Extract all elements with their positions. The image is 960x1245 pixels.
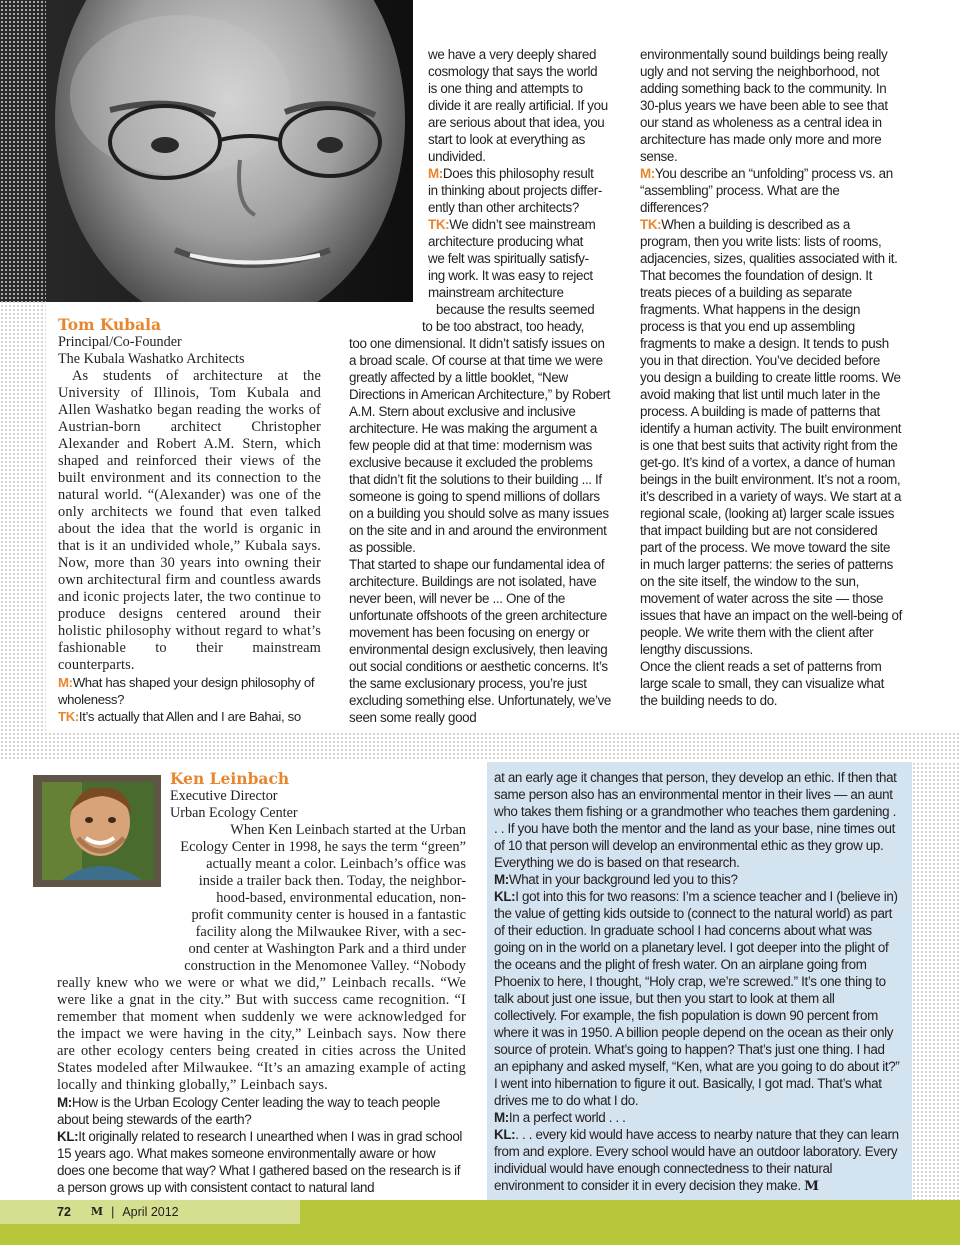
issue-date: April 2012 (122, 1205, 179, 1219)
dotted-margin-right (912, 762, 960, 1202)
text-line: hood-based, environmental education, non- (216, 890, 466, 906)
text-line: undivided. (428, 149, 486, 164)
answer-continuation: Once the client reads a set of patterns from large scale to small, they can visualize what the building needs to do. (640, 659, 885, 708)
question-paragraph (57, 1094, 466, 1128)
question-tag: M: (640, 166, 655, 181)
text-line: When Ken Leinbach started at the Urban (230, 822, 466, 838)
text-line: cosmology that says the world (428, 64, 598, 79)
question-text: What in your background led you to this? (508, 872, 738, 887)
question-tag: M: (57, 1095, 72, 1110)
answer-continuation: too one dimensional. It didn’t satisfy issues on a broad scale. Of course at that time we were greatly affected by a little booklet, “New Directions in American Architecture,” by Robert A.M. Stern about exclusive and inclusive architecture. He was making the argument a few people did at that time: modernism was exclusive because it excluded the problems that didn’t fit the solutions to their building ... If someone is going to spend millions of dollars on a building you should solve as many issues on the site and in and around the environment as possible. (349, 336, 611, 555)
question-text: What has shaped your design philosophy of wholeness? (58, 675, 315, 707)
tom-kubala-photo-icon (0, 0, 413, 302)
text-line: profit community center is housed in a fantastic (191, 907, 466, 923)
text-line: inside a trailer back then. Today, the neighbor- (198, 873, 466, 889)
folio-separator: | (111, 1205, 115, 1219)
question-tag: M: (428, 166, 443, 181)
intro-continuation: really knew who we were or what we did,” Leinbach recalls. “We were like a gnat in the city.” But with success came recognition. “I remember that moment when suddenly we were acknowledged for the impact we were having in the city,” Leinbach says. Now there are other ecology centers being created in cities across the United States modeled after Milwaukee. “It’s an amazing example of acting locally and thinking globally,” Leinbach says. (57, 975, 466, 1093)
answer-text: It originally related to research I unearthed when I was in grad school 15 years ago. What makes someone environmentally aware or how does one become that way? What I gathered based on the research is if a person grows up with consistent contact to natural land (57, 1129, 463, 1195)
answer-tag: TK: (640, 217, 662, 232)
ken-leinbach-photo-icon (42, 782, 154, 880)
question-text: In a perfect world . . . (508, 1110, 626, 1125)
text-line: because the results seemed (436, 302, 595, 317)
question-paragraph (494, 871, 900, 888)
column-3 (640, 46, 902, 709)
column-2-lower (349, 335, 613, 726)
intro-lines-wrapped (170, 822, 466, 975)
text-line: actually meant a color. Leinbach’s office was (206, 856, 466, 872)
portrait-photo-tom-kubala (0, 0, 413, 302)
profile-tom-kubala (58, 316, 321, 725)
answer-tag: KL: (494, 1127, 516, 1142)
dotted-separator (0, 732, 960, 760)
answer-text: We didn’t see mainstream (449, 217, 596, 232)
text-line: ently than other architects? (428, 200, 579, 215)
answer-continuation-2: That started to shape our fundamental idea of architecture. Buildings are not isolated, have never been, will never be ... One of the unfortunate offshoots of the green architecture movement has been focusing on energy or environmental design exclusively, then leaving out social conditions or aesthetic concerns. It’s the same exclusionary process, you’re just excluding something else. Unfortunately, we’ve seen some really good (349, 557, 612, 725)
answer-text: . . . every kid would have access to nearby nature that they can learn from and explore. Every school would have an outdoor laboratory. Every individual would have enough connectedness to their natural environment to consider it in every decision they make. (494, 1127, 899, 1193)
folio (57, 1203, 179, 1221)
question-text: Does this philosophy result (442, 166, 594, 181)
text-line: mainstream architecture (428, 285, 564, 300)
question-paragraph (494, 1109, 900, 1126)
answer-continuation: at an early age it changes that person, they develop an ethic. If then that same person also has an environmental mentor in their lives — an aunt who takes them fishing or a grandmother who teaches them gardening . . . If you have both the mentor and the land as your base, nine times out of 10 that person will develop an environmental ethic as they grow up. Everything we do is based on that research. (494, 770, 897, 870)
profile-role: Executive Director (170, 788, 278, 804)
profile-organization: Urban Ecology Center (170, 805, 298, 821)
question-tag: M: (58, 675, 73, 690)
answer-tag: KL: (494, 889, 516, 904)
profile-role: Principal/Co-Founder (58, 334, 182, 350)
text-line: is one thing and attempts to (428, 81, 583, 96)
text-line: are serious about that idea, you (428, 115, 605, 130)
question-text: How is the Urban Ecology Center leading the way to teach people about being stewards of the earth? (57, 1095, 440, 1127)
magazine-logo-icon: M (90, 1205, 104, 1218)
intro-paragraph: As students of architecture at the University of Illinois, Tom Kubala and Allen Washatko began reading the works of Austrian-born architect Christopher Alexander and Robert A.M. Stern, which shaped and reinforced their views of the built environment and its connection to the natural world. “(Alexander) was one of the only architects we found that even talked about the idea that the world is organic in that is it an undivided whole,” Kubala says. Now, more than 30 years into owning their own architectural firm and countless awards and iconic projects later, the two continue to produce designs centered around their holistic philosophy without regard to what’s fashionable to their mainstream counterparts. (58, 368, 321, 673)
answer-paragraph (494, 1126, 900, 1195)
answer-paragraph (57, 1128, 466, 1196)
text-line: in thinking about projects differ- (428, 183, 602, 198)
text-line: facility along the Milwaukee River, with a sec- (195, 924, 466, 940)
answer-tag: TK: (58, 709, 79, 724)
profile-organization: The Kubala Washatko Architects (58, 351, 245, 367)
column-2-top (422, 46, 614, 335)
text-line (428, 216, 614, 233)
question-paragraph (640, 165, 902, 216)
answer-text: I got into this for two reasons: I’m a science teacher and I (believe in) the value of getting kids outside to (connect to the natural world) as part of their eduction. In graduate school I had concerns about what was going on in the world on a planetary level. I got deeper into the plight of the oceans and the plight of fresh water. On an airplane going from Phoenix to here, I thought, “Holy crap, we’re screwed.” It’s one thing to talk about just one issue, but then you start to look at them all collectively. For example, the fish population is down 90 percent from where it was in 1950. A billion people depend on the ocean as their only source of protein. What’s going to happen? That’s just one thing. I had an epiphany and asked myself, “Ken, what are you going to do about it?” I went into hibernation to figure it out. Basically, I got mad. That’s what drives me to do what I do. (494, 889, 900, 1108)
text-line: construction in the Menomonee Valley. “Nobody (184, 958, 466, 974)
text-line (428, 165, 614, 182)
text-line: divide it are really artificial. If you (428, 98, 608, 113)
answer-continuation: environmentally sound buildings being really ugly and not serving the neighborhood, not adding something back to the community. In 30-plus years we have been able to see that our stand as wholeness as a central idea in architecture has made only more and more sense. (640, 47, 888, 164)
profile-ken-leinbach-header (170, 770, 470, 822)
end-mark-icon: M (804, 1178, 819, 1194)
dotted-margin-left (0, 0, 46, 760)
answer-text: It’s actually that Allen and I are Bahai, so (78, 709, 301, 724)
answer-paragraph (640, 216, 902, 658)
question-paragraph (58, 674, 321, 708)
portrait-photo-ken-leinbach (42, 782, 154, 880)
text-line: start to look at everything as (428, 132, 585, 147)
answer-tag: TK: (428, 217, 450, 232)
profile-ken-leinbach-body (57, 975, 466, 1196)
question-tag: M: (494, 1110, 509, 1125)
question-text: You describe an “unfolding” process vs. an “assembling” process. What are the differences? (640, 166, 893, 215)
text-line: architecture producing what (428, 234, 584, 249)
profile-name: Ken Leinbach (170, 769, 290, 788)
answer-paragraph (58, 708, 321, 725)
blue-panel-text (494, 769, 900, 1195)
text-line: we felt was spiritually satisfy- (428, 251, 589, 266)
text-line: Ecology Center in 1998, he says the term “green” (180, 839, 466, 855)
text-line: ing work. It was easy to reject (428, 268, 593, 283)
answer-paragraph (494, 888, 900, 1109)
page-number: 72 (57, 1205, 71, 1219)
answer-text: When a building is described as a program, then you write lists: lists of rooms, adjacencies, sizes, qualities associated with it. That becomes the foundation of design. It treats pieces of a building as separate fragments. What happens in the design process is that you end up assembling fragments to make a design. It tends to push you in that direction. You’ve decided before you design a building to create little rooms. We avoid making that list until much later in the process. A building is made of patterns that identify a human activity. The built environment is one that best suits that activity right from the get-go. It’s kind of a vortex, a dance of human beings in the built environment. It’s not a room, it’s described in a variety of ways. We start at a regional scale, (looking at) larger scale issues that impact building but are not considered part of the process. We move toward the site in much larger patterns: the series of patterns on the site itself, the window to the sun, movement of water across the site — those issues that have an impact on the well-being of people. We write them with the client after lengthy discussions. (640, 217, 902, 657)
text-line: to be too abstract, too heady, (422, 319, 584, 334)
text-line: ond center at Washington Park and a third under (188, 941, 466, 957)
text-line: we have a very deeply shared (428, 47, 597, 62)
answer-tag: KL: (57, 1129, 79, 1144)
question-tag: M: (494, 872, 509, 887)
profile-name: Tom Kubala (58, 315, 162, 334)
